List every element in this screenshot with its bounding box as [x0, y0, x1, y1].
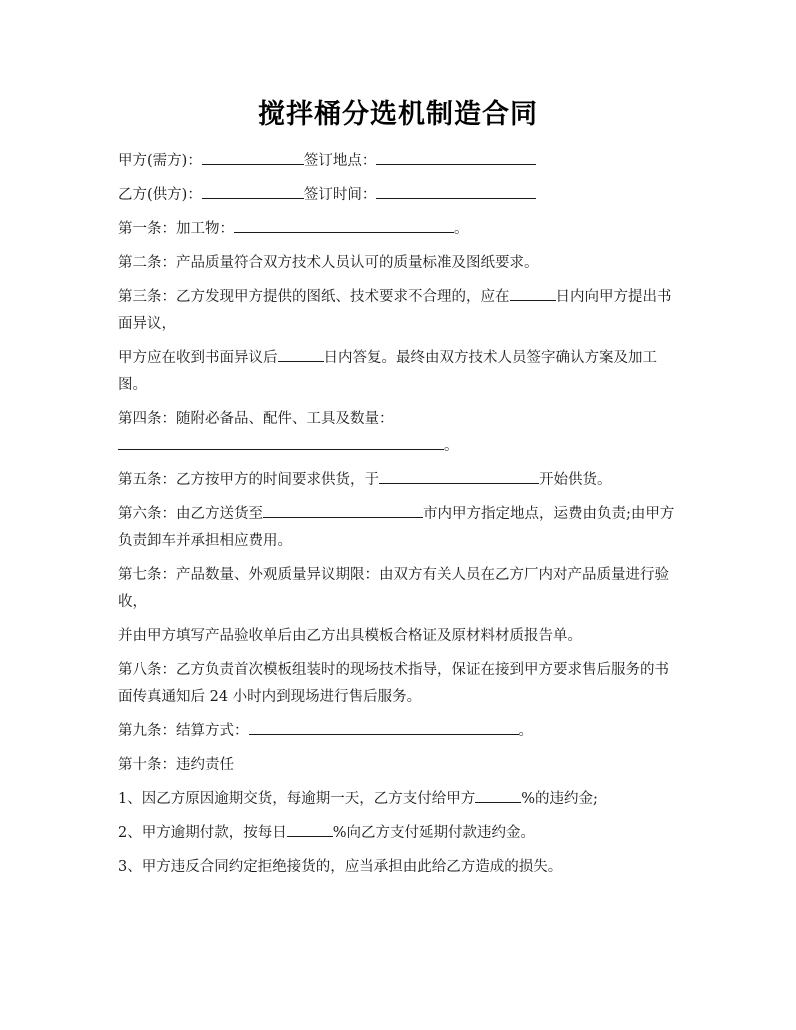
- clause-5: [118, 467, 682, 494]
- party-a-line: [118, 148, 682, 175]
- clause-10-item-2-suffix: %向乙方支付延期付款违约金。: [332, 825, 536, 841]
- clause-3: [118, 284, 682, 338]
- clause-1-prefix: 第一条：加工物：: [118, 221, 234, 237]
- clause-6-prefix: 第六条：由乙方送货至: [118, 506, 263, 522]
- clause-10-heading: 第十条：违约责任: [118, 757, 234, 773]
- clause-6: [118, 501, 682, 555]
- clause-8: 第八条：乙方负责首次模板组装时的现场技术指导，保证在接到甲方要求售后服务的书面传真通知后 24 小时内到现场进行售后服务。: [118, 662, 669, 705]
- clause-3-continuation: [118, 345, 682, 399]
- clause-10-item-1-suffix: %的违约金;: [521, 791, 598, 807]
- clause-1-suffix: 。: [454, 221, 469, 237]
- delivery-location-blank[interactable]: [263, 502, 423, 518]
- clause-4-prefix: 第四条：随附必备品、配件、工具及数量：: [118, 411, 394, 427]
- clause-10-item-2: [118, 820, 682, 847]
- signing-place-label: 签订地点：: [303, 153, 377, 169]
- signing-time-blank[interactable]: [376, 183, 536, 199]
- clause-3-prefix: 第三条：乙方发现甲方提供的图纸、技术要求不合理的，应在: [118, 289, 510, 305]
- clause-10-item-2-prefix: 2、甲方逾期付款，按每日: [118, 825, 287, 841]
- party-b-label: 乙方(供方)：: [118, 187, 202, 203]
- party-a-blank[interactable]: [202, 149, 304, 165]
- clause-10-item-3: 3、甲方违反合同约定拒绝接货的，应当承担由此给乙方造成的损失。: [118, 859, 563, 875]
- party-b-line: [118, 182, 682, 209]
- supply-date-blank[interactable]: [379, 468, 539, 484]
- clause-6-suffix: 市内甲方指定地点，运费由负责;由甲方负责卸车并承担相应费用。: [118, 506, 675, 549]
- settlement-method-blank[interactable]: [249, 719, 519, 735]
- party-a-label: 甲方(需方)：: [118, 153, 202, 169]
- late-payment-rate-blank[interactable]: [287, 821, 333, 837]
- late-delivery-rate-blank[interactable]: [475, 787, 521, 803]
- clause-10-item-1-prefix: 1、因乙方原因逾期交货，每逾期一天，乙方支付给甲方: [118, 791, 476, 807]
- party-b-blank[interactable]: [202, 183, 304, 199]
- clause-3-cont-prefix: 甲方应在收到书面异议后: [118, 350, 278, 366]
- clause-9-prefix: 第九条：结算方式：: [118, 723, 249, 739]
- processed-item-blank[interactable]: [234, 217, 454, 233]
- signing-time-label: 签订时间：: [303, 187, 377, 203]
- clause-7-continuation: 并由甲方填写产品验收单后由乙方出具模板合格证及原材料材质报告单。: [118, 628, 582, 644]
- clause-10-item-1: [118, 786, 682, 813]
- signing-place-blank[interactable]: [376, 149, 536, 165]
- contract-title: 搅拌桶分选机制造合同: [258, 99, 538, 130]
- clause-4-suffix: 。: [444, 438, 459, 454]
- clause-1: [118, 216, 682, 243]
- clause-2: 第二条：产品质量符合双方技术人员认可的质量标准及图纸要求。: [118, 255, 539, 271]
- clause-7: 第七条：产品数量、外观质量异议期限：由双方有关人员在乙方厂内对产品质量进行验收，: [118, 567, 669, 610]
- clause-9: [118, 718, 682, 745]
- reply-days-blank[interactable]: [278, 346, 324, 362]
- clause-5-prefix: 第五条：乙方按甲方的时间要求供货，于: [118, 472, 379, 488]
- clause-3-suffix: 日内向甲方提出书面异议，: [118, 289, 672, 332]
- clause-5-suffix: 开始供货。: [539, 472, 612, 488]
- clause-3-cont-suffix: 日内答复。最终由双方技术人员签字确认方案及加工图。: [118, 350, 657, 393]
- objection-days-blank[interactable]: [510, 285, 556, 301]
- clause-4: [118, 406, 682, 460]
- accessories-blank[interactable]: [118, 434, 444, 450]
- clause-9-suffix: 。: [518, 723, 533, 739]
- contract-body: [118, 148, 682, 888]
